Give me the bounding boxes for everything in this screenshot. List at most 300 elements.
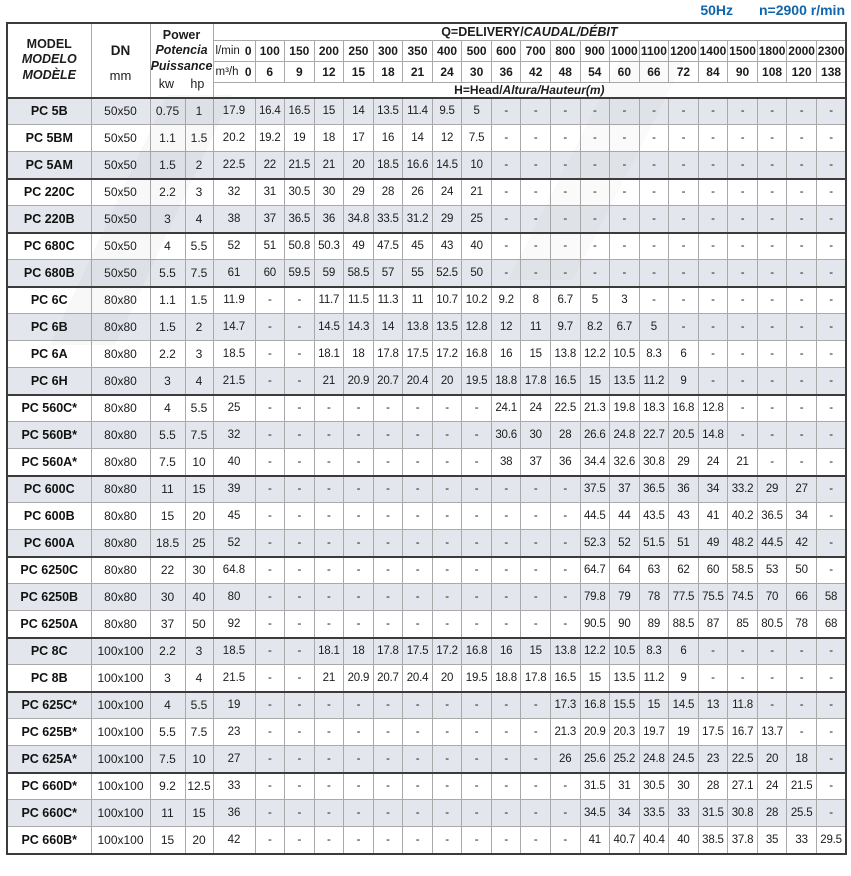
head-value-cell: 20.3 [610, 719, 640, 746]
flow-m3h-18: 18 [373, 61, 403, 82]
head-value-cell: - [787, 179, 817, 206]
head-value-cell: - [550, 206, 580, 233]
head-value-cell: 22.7 [639, 422, 669, 449]
model-cell: PC 6C [7, 287, 91, 314]
head-value-cell: - [787, 125, 817, 152]
head-value-cell: 3 [610, 287, 640, 314]
head-value-cell: 20.9 [344, 665, 374, 692]
head-value-cell: - [314, 611, 344, 638]
flow-lmin-600: 600 [491, 40, 521, 61]
model-cell: PC 5B [7, 98, 91, 125]
hp-cell: 4 [185, 665, 213, 692]
head-value-cell: - [698, 98, 728, 125]
kw-cell: 5.5 [150, 422, 185, 449]
head-value-cell: 6 [669, 638, 699, 665]
head-value-cell: 16.8 [462, 341, 492, 368]
head-value-cell: 90.5 [580, 611, 610, 638]
model-label-en: MODEL [26, 36, 72, 51]
head-value-cell: - [432, 584, 462, 611]
head-value-cell: - [787, 98, 817, 125]
head-value-cell: - [550, 827, 580, 854]
head-value-cell: - [285, 314, 315, 341]
head-value-cell: - [816, 449, 846, 476]
head-value-cell: - [816, 206, 846, 233]
head-value-cell: - [757, 314, 787, 341]
kw-cell: 5.5 [150, 260, 185, 287]
head-value-cell: - [580, 98, 610, 125]
head-value-cell: 11.2 [639, 368, 669, 395]
kw-cell: 4 [150, 233, 185, 260]
dn-cell: 80x80 [91, 287, 150, 314]
head-value-cell: 31 [610, 773, 640, 800]
head-value-cell: - [787, 341, 817, 368]
head-value-cell: 20.4 [403, 368, 433, 395]
head-value-cell: - [432, 503, 462, 530]
power-column-header [150, 23, 213, 98]
head-value-cell: 13.5 [373, 98, 403, 125]
dn-cell: 80x80 [91, 395, 150, 422]
head-value-cell: - [314, 827, 344, 854]
head-value-cell: 28 [757, 800, 787, 827]
head-value-cell: 12.2 [580, 341, 610, 368]
head-value-cell: - [491, 503, 521, 530]
head-value-cell: - [432, 530, 462, 557]
head-value-cell: - [344, 557, 374, 584]
head-value-cell: - [285, 692, 315, 719]
head-value-cell: 15 [314, 98, 344, 125]
head-value-cell: - [255, 719, 285, 746]
head-value-cell: 17.5 [403, 638, 433, 665]
head-value-cell: - [728, 98, 758, 125]
head-value-cell: - [521, 827, 551, 854]
head-value-cell: 21.5 [787, 773, 817, 800]
head-value-cell: - [816, 368, 846, 395]
head-value-cell: - [314, 800, 344, 827]
head-value-cell: 24 [521, 395, 551, 422]
head-value-cell: - [816, 179, 846, 206]
head-value-cell: - [580, 260, 610, 287]
dn-cell: 50x50 [91, 206, 150, 233]
head-value-cell: - [462, 800, 492, 827]
table-row [7, 692, 846, 719]
head-value-cell: 40.7 [610, 827, 640, 854]
head-value-cell: 31.2 [403, 206, 433, 233]
head-value-cell: 11.2 [639, 665, 669, 692]
hp-cell: 7.5 [185, 422, 213, 449]
head-value-cell: - [314, 692, 344, 719]
head-value-cell: - [491, 152, 521, 179]
head-value-cell: - [432, 800, 462, 827]
head-value-cell: - [698, 260, 728, 287]
head-value-cell: 17.8 [521, 368, 551, 395]
head-value-cell: 9 [669, 665, 699, 692]
flow-m3h-21: 21 [403, 61, 433, 82]
head-value-cell: - [255, 476, 285, 503]
table-row [7, 827, 846, 854]
model-cell: PC 6A [7, 341, 91, 368]
model-column-header [7, 23, 91, 98]
table-row [7, 557, 846, 584]
head-value-cell: 10.5 [610, 341, 640, 368]
table-row [7, 449, 846, 476]
head-value-cell: 16.8 [669, 395, 699, 422]
head-value-cell: - [757, 206, 787, 233]
head-value-cell: - [403, 611, 433, 638]
flow-lmin-2000: 2000 [787, 40, 817, 61]
table-row [7, 503, 846, 530]
model-label-fr: MODÈLE [22, 68, 76, 83]
head-value-cell: - [816, 746, 846, 773]
hp-cell: 10 [185, 449, 213, 476]
head-value-cell: 10.7 [432, 287, 462, 314]
head-value-cell: - [521, 800, 551, 827]
head-value-cell: 18.5 [213, 638, 255, 665]
head-value-cell: 8.2 [580, 314, 610, 341]
head-value-cell: - [462, 422, 492, 449]
flow-m3h-108: 108 [757, 61, 787, 82]
head-value-cell: 66 [787, 584, 817, 611]
head-value-cell: 16 [491, 638, 521, 665]
head-value-cell: 25.5 [787, 800, 817, 827]
table-row [7, 719, 846, 746]
head-value-cell: - [255, 557, 285, 584]
head-value-cell: - [787, 692, 817, 719]
head-value-cell: - [491, 260, 521, 287]
head-value-cell: 30.8 [728, 800, 758, 827]
head-value-cell: 21 [314, 368, 344, 395]
head-value-cell: - [698, 287, 728, 314]
head-value-cell: 23 [213, 719, 255, 746]
head-value-cell: - [757, 98, 787, 125]
head-value-cell: - [314, 719, 344, 746]
head-value-cell: 16 [491, 341, 521, 368]
head-value-cell: 16.6 [403, 152, 433, 179]
kw-unit-label: kw [158, 77, 174, 92]
head-value-cell: 53 [757, 557, 787, 584]
hp-cell: 20 [185, 503, 213, 530]
flow-lmin-200: 200 [314, 40, 344, 61]
head-value-cell: 36.5 [639, 476, 669, 503]
head-value-cell: 34.5 [580, 800, 610, 827]
head-value-cell: - [344, 503, 374, 530]
head-value-cell: 16.5 [550, 665, 580, 692]
model-cell: PC 8B [7, 665, 91, 692]
head-value-cell: - [639, 152, 669, 179]
head-value-cell: - [462, 476, 492, 503]
model-cell: PC 660D* [7, 773, 91, 800]
head-value-cell: - [728, 152, 758, 179]
frequency-value: 50Hz [700, 2, 733, 18]
head-value-cell: 34 [698, 476, 728, 503]
head-value-cell: 17.5 [698, 719, 728, 746]
head-value-cell: - [550, 503, 580, 530]
head-value-cell: 29 [344, 179, 374, 206]
head-value-cell: 32 [213, 422, 255, 449]
head-value-cell: 24.8 [610, 422, 640, 449]
head-value-cell: 34 [787, 503, 817, 530]
flow-lmin-100: 100 [255, 40, 285, 61]
power-label-fr: Puissance [150, 58, 213, 73]
head-value-cell: - [521, 746, 551, 773]
head-value-cell: - [285, 341, 315, 368]
model-cell: PC 6250C [7, 557, 91, 584]
head-value-cell: - [728, 206, 758, 233]
head-value-cell: - [285, 503, 315, 530]
head-value-cell: - [314, 503, 344, 530]
head-value-cell: 19 [213, 692, 255, 719]
table-row [7, 638, 846, 665]
head-value-cell: - [344, 584, 374, 611]
head-value-cell: 15 [639, 692, 669, 719]
head-value-cell: - [255, 503, 285, 530]
head-value-cell: 90 [610, 611, 640, 638]
hp-cell: 4 [185, 368, 213, 395]
head-value-cell: 92 [213, 611, 255, 638]
head-value-cell: 21.5 [213, 665, 255, 692]
head-value-cell: - [373, 800, 403, 827]
kw-cell: 11 [150, 476, 185, 503]
flow-lmin-900: 900 [580, 40, 610, 61]
head-value-cell: 31.5 [698, 800, 728, 827]
head-value-cell: 29 [757, 476, 787, 503]
head-value-cell: 22 [255, 152, 285, 179]
flow-lmin-800: 800 [550, 40, 580, 61]
head-value-cell: - [344, 800, 374, 827]
table-body [7, 98, 846, 854]
head-value-cell: 5 [639, 314, 669, 341]
head-value-cell: - [610, 125, 640, 152]
table-row [7, 314, 846, 341]
dn-cell: 80x80 [91, 476, 150, 503]
head-value-cell: - [285, 287, 315, 314]
head-value-cell: 9.7 [550, 314, 580, 341]
head-value-cell: 62 [669, 557, 699, 584]
head-value-cell: - [462, 611, 492, 638]
head-value-cell: 25.6 [580, 746, 610, 773]
model-cell: PC 680C [7, 233, 91, 260]
head-value-cell: - [314, 773, 344, 800]
dn-cell: 100x100 [91, 773, 150, 800]
head-value-cell: - [757, 692, 787, 719]
head-value-cell: 51.5 [639, 530, 669, 557]
kw-cell: 1.5 [150, 314, 185, 341]
head-value-cell: - [462, 503, 492, 530]
kw-cell: 7.5 [150, 449, 185, 476]
head-value-cell: 33 [787, 827, 817, 854]
head-value-cell: 33 [669, 800, 699, 827]
head-value-cell: - [255, 449, 285, 476]
head-value-cell: - [521, 98, 551, 125]
head-value-cell: - [491, 530, 521, 557]
head-value-cell: 20.5 [669, 422, 699, 449]
head-value-cell: - [373, 611, 403, 638]
head-value-cell: 10.5 [610, 638, 640, 665]
kw-cell: 2.2 [150, 341, 185, 368]
head-value-cell: - [344, 449, 374, 476]
model-cell: PC 625B* [7, 719, 91, 746]
head-value-cell: - [669, 314, 699, 341]
head-value-cell: - [728, 638, 758, 665]
dn-cell: 80x80 [91, 557, 150, 584]
head-value-cell: 30 [521, 422, 551, 449]
flow-lmin-1100: 1100 [639, 40, 669, 61]
head-value-cell: - [816, 152, 846, 179]
kw-cell: 22 [150, 557, 185, 584]
head-value-cell: 26.6 [580, 422, 610, 449]
head-value-cell: 17.8 [373, 638, 403, 665]
head-value-cell: 18.8 [491, 665, 521, 692]
head-value-cell: 42 [213, 827, 255, 854]
head-value-cell: 19.5 [462, 368, 492, 395]
head-value-cell: 49 [344, 233, 374, 260]
head-value-cell: - [521, 206, 551, 233]
head-value-cell: - [344, 827, 374, 854]
head-value-cell: 31 [255, 179, 285, 206]
head-value-cell: - [462, 746, 492, 773]
head-value-cell: - [285, 746, 315, 773]
flow-m3h-84: 84 [698, 61, 728, 82]
head-value-cell: - [550, 584, 580, 611]
head-value-cell: 8.3 [639, 638, 669, 665]
flow-lmin-250: 250 [344, 40, 374, 61]
head-value-cell: - [462, 557, 492, 584]
head-value-cell: - [550, 557, 580, 584]
head-value-cell: 30.5 [639, 773, 669, 800]
head-value-cell: 12 [491, 314, 521, 341]
hp-cell: 50 [185, 611, 213, 638]
head-value-cell: - [610, 98, 640, 125]
flow-lmin-350: 350 [403, 40, 433, 61]
head-value-cell: 11 [521, 314, 551, 341]
flow-m3h-120: 120 [787, 61, 817, 82]
head-value-cell: - [521, 503, 551, 530]
table-row [7, 422, 846, 449]
dn-cell: 80x80 [91, 449, 150, 476]
kw-cell: 4 [150, 395, 185, 422]
head-value-cell: - [285, 665, 315, 692]
model-cell: PC 220B [7, 206, 91, 233]
head-value-cell: - [787, 449, 817, 476]
head-value-cell: - [314, 557, 344, 584]
head-value-cell: - [816, 638, 846, 665]
m3h-zero-value: 0 [244, 64, 252, 79]
head-value-cell: - [787, 287, 817, 314]
head-value-cell: 11 [403, 287, 433, 314]
head-value-cell: - [698, 233, 728, 260]
head-value-cell: - [255, 314, 285, 341]
lmin-zero-cell [213, 40, 255, 61]
head-value-cell: - [580, 152, 610, 179]
head-value-cell: 43 [432, 233, 462, 260]
head-value-cell: - [728, 233, 758, 260]
head-value-cell: - [787, 152, 817, 179]
head-value-cell: - [255, 287, 285, 314]
kw-cell: 4 [150, 692, 185, 719]
hp-cell: 15 [185, 800, 213, 827]
head-value-cell: 24 [757, 773, 787, 800]
flow-m3h-30: 30 [462, 61, 492, 82]
head-value-cell: - [787, 260, 817, 287]
head-value-cell: 15.5 [610, 692, 640, 719]
model-cell: PC 660B* [7, 827, 91, 854]
table-row [7, 476, 846, 503]
head-value-cell: 17.8 [373, 341, 403, 368]
head-value-cell: 14 [373, 314, 403, 341]
head-value-cell: - [432, 719, 462, 746]
head-value-cell: - [285, 449, 315, 476]
head-value-cell: - [432, 557, 462, 584]
head-value-cell: 18 [314, 125, 344, 152]
hp-cell: 5.5 [185, 233, 213, 260]
head-value-cell: - [757, 287, 787, 314]
head-value-cell: - [285, 557, 315, 584]
head-value-cell: 36 [550, 449, 580, 476]
kw-cell: 11 [150, 800, 185, 827]
head-value-cell: - [491, 233, 521, 260]
head-value-cell: - [610, 260, 640, 287]
power-units [151, 77, 213, 93]
head-value-cell: 13.5 [610, 665, 640, 692]
head-value-cell: 30.6 [491, 422, 521, 449]
head-value-cell: - [344, 395, 374, 422]
head-value-cell: - [255, 341, 285, 368]
head-value-cell: 47.5 [373, 233, 403, 260]
dn-cell: 100x100 [91, 719, 150, 746]
head-value-cell: 29 [669, 449, 699, 476]
head-value-cell: - [373, 422, 403, 449]
head-value-cell: - [255, 692, 285, 719]
head-value-cell: 60 [698, 557, 728, 584]
head-value-cell: - [669, 287, 699, 314]
head-value-cell: - [669, 260, 699, 287]
head-value-cell: - [285, 719, 315, 746]
model-cell: PC 220C [7, 179, 91, 206]
head-value-cell: - [255, 422, 285, 449]
head-value-cell: 14.5 [669, 692, 699, 719]
hp-cell: 3 [185, 341, 213, 368]
head-value-cell: 36 [314, 206, 344, 233]
head-value-cell: - [491, 692, 521, 719]
head-value-cell: 28 [698, 773, 728, 800]
head-value-cell: 19.2 [255, 125, 285, 152]
head-value-cell: - [255, 368, 285, 395]
head-value-cell: - [403, 800, 433, 827]
head-value-cell: 13.5 [432, 314, 462, 341]
head-value-cell: - [491, 476, 521, 503]
head-value-cell: 45 [403, 233, 433, 260]
flow-m3h-36: 36 [491, 61, 521, 82]
head-value-cell: - [432, 449, 462, 476]
head-value-cell: 22.5 [213, 152, 255, 179]
head-value-cell: - [816, 287, 846, 314]
head-value-cell: 20.4 [403, 665, 433, 692]
head-value-cell: 22.5 [728, 746, 758, 773]
head-value-cell: 15 [521, 638, 551, 665]
head-value-cell: - [344, 530, 374, 557]
head-value-cell: 18 [344, 341, 374, 368]
head-value-cell: 78 [787, 611, 817, 638]
hp-cell: 25 [185, 530, 213, 557]
head-value-cell: 16.5 [550, 368, 580, 395]
head-value-cell: - [373, 449, 403, 476]
head-value-cell: - [757, 341, 787, 368]
dn-unit-label: mm [109, 67, 132, 83]
head-value-cell: 19.8 [610, 395, 640, 422]
head-value-cell: - [255, 638, 285, 665]
head-value-cell: - [255, 800, 285, 827]
head-value-cell: - [787, 395, 817, 422]
flow-m3h-9: 9 [285, 61, 315, 82]
